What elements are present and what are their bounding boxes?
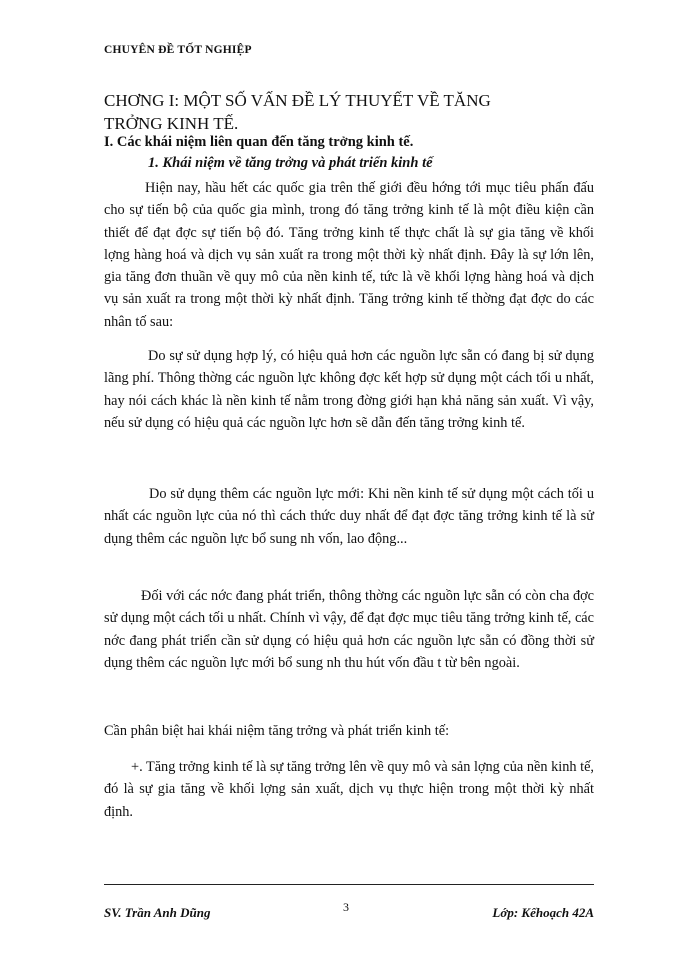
paragraph-text: +. Tăng trởng kinh tế là sự tăng trởng lên về quy mô và sản lợng của nền kinh tế, đó là sự gia tăng về khối lợng sản xuất, dịch vụ thực hiện trong một thời kỳ nhất định.	[104, 759, 594, 820]
subsection-heading: 1. Khái niệm về tăng trởng và phát triển kinh tế	[148, 155, 433, 171]
paragraph-text: Đối với các nớc đang phát triển, thông thờng các nguồn lực sẵn có còn cha đợc sử dụng một cách tối u nhất. Chính vì vậy, để đạt đợc mục tiêu tăng trởng kinh tế, các nớc đang phát triển cần sử dụng có hiệu quả hơn các nguồn lực sẵn có đồng thời sử dụng thêm các nguồn lực mới bổ sung nh thu hút vốn đầu t từ bên ngoài.	[104, 588, 594, 671]
chapter-title-line-1: CHƠNG I: MỘT SỐ VẤN ĐỀ LÝ THUYẾT VỀ TĂNG	[104, 91, 491, 110]
paragraph-text: Do sử dụng thêm các nguồn lực mới: Khi nền kinh tế sử dụng một cách tối u nhất các nguồn lực của nó thì cách thức duy nhất để đạt đợc tăng trởng kinh tế là sử dụng thêm các nguồn lực bổ sung nh vốn, lao động...	[104, 486, 594, 547]
page-header: CHUYÊN ĐỀ TỐT NGHIỆP	[104, 44, 252, 56]
chapter-title	[104, 89, 491, 135]
footer-divider	[104, 884, 594, 885]
page-number: 3	[343, 900, 349, 914]
footer-author: SV. Trần Anh Dũng	[104, 905, 211, 920]
paragraph-text: Do sự sử dụng hợp lý, có hiệu quả hơn các nguồn lực sẵn có đang bị sử dụng lãng phí. Thông thờng các nguồn lực không đợc kết hợp sử dụng một cách tối u nhất, hay nói cách khác là nền kinh tế nằm trong đờng giới hạn khả năng sản xuất. Vì vậy, nếu sử dụng có hiệu quả các nguồn lực hơn sẽ dẫn đến tăng trởng kinh tế.	[104, 348, 594, 431]
paragraph-intro	[104, 177, 594, 333]
footer-class: Lớp: Kếhoạch 42A	[492, 905, 594, 920]
paragraph-efficiency	[104, 345, 594, 434]
paragraph-distinguish	[104, 720, 594, 742]
paragraph-text: Cần phân biệt hai khái niệm tăng trởng và phát triển kinh tế:	[104, 723, 450, 739]
paragraph-text: Hiện nay, hầu hết các quốc gia trên thế giới đều hớng tới mục tiêu phấn đấu cho sự tiến bộ của quốc gia mình, trong đó tăng trởng kinh tế là một điều kiện cần thiết để đạt đợc sự tiến bộ đó. Tăng trởng kinh tế thực chất là sự gia tăng về khối lợng hàng hoá và dịch vụ sản xuất ra trong một thời kỳ nhất định. Đây là sự lớn lên, gia tăng đơn thuần về quy mô của nền kinh tế, tức là về khối lợng hàng hoá và dịch vụ sản xuất ra trong một thời kỳ nhất định. Tăng trởng kinh tế thờng đạt đợc do các nhân tố sau:	[104, 180, 594, 330]
paragraph-growth-definition	[104, 756, 594, 823]
chapter-title-line-2: TRỞNG KINH TẾ.	[104, 114, 239, 133]
paragraph-developing-countries	[104, 585, 594, 674]
paragraph-new-resources	[104, 483, 594, 550]
section-heading: I. Các khái niệm liên quan đến tăng trởng kinh tế.	[104, 134, 414, 150]
